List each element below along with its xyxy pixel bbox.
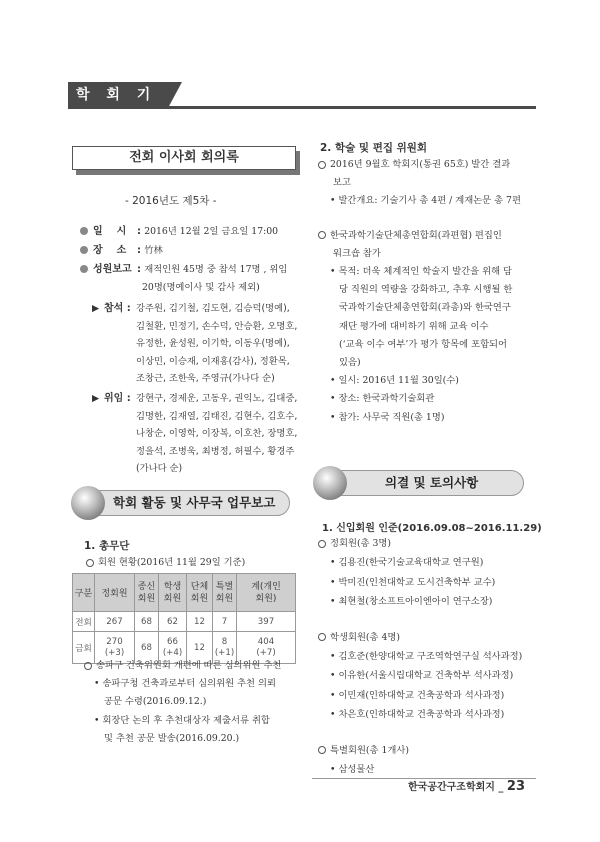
member-status-line: 회원 현황(2016년 11월 29일 기준) [86,554,245,568]
member-stats-table: 구분 정회원 종신 회원 학생 회원 단체 회원 특별 회원 계(개인 회원) 전회 267 68 62 12 7 397 금회 270 (+3) 68 66 (+4) 12 8 (+1) 404 (+7) [72,573,296,664]
info-row-place: 장 소 : 竹林 [80,241,310,260]
list-item: • 발간개요: 기술기사 총 4편 / 계재논문 총 7편 [330,195,521,207]
meeting-title-box [72,146,296,170]
section-header [68,82,178,129]
list-item: • 차은호(인하대학교 건축공학과 석사과정) [330,709,505,721]
table-row: 금회 270 (+3) 68 66 (+4) 12 8 (+1) 404 (+7) [73,632,296,664]
table-row: 전회 267 68 62 12 7 397 [73,612,296,632]
hollow-circle-icon [318,161,326,169]
footer [408,778,525,794]
hollow-circle-icon [318,746,326,754]
list-item: • 장소: 한국과학기술회관 [330,393,435,405]
meeting-title: 전회 이사회 회의록 [129,150,239,165]
header-rule [68,106,536,109]
page-number: 23 [506,779,525,794]
list-item: • 목적: 더욱 체계적인 학술지 발간을 위해 담 [330,266,512,278]
list-item: • 이민재(인하대학교 건축공학과 석사과정) [330,689,505,701]
list-item: • 김호준(한양대학교 구조역학연구실 석사과정) [330,651,523,663]
hollow-circle-icon [86,559,94,567]
info-row-date: 일 시 : 2016년 12월 2일 금요일 17:00 [80,222,310,241]
new-members: 정회원(총 3명) • 김용진(한국기술교육대학교 연구원) • 박미진(인천대학교 도시건축학부 교수) • 최현철(창소프트아이엔아이 연구소장) 학생회원(총 4명) • 김호준(한양대학교 구조역학연구실 석사과정) • 이유한(서울시립대학교 건축학부 석사과정) • 이민재(인하대학교 건축공학과 석사과정) • 차은호(인하대학교 건축공학과 석사과정) 특별회원(총 1개사) • 삼성물산 [318,534,548,779]
academic-committee-title: 2. 학술 및 편집 위원회 [320,142,428,154]
list-item: • 박미진(인천대학교 도시건축학부 교수) [330,576,496,588]
sphere-icon [313,466,347,500]
hollow-circle-icon [318,633,326,641]
academic-section: 2016년 9월호 학회지(통권 65호) 발간 결과 보고 • 발간개요: 기술기사 총 4편 / 계재논문 총 7편 한국과학기술단체총연합회(과편협) 편집인 워크숍 참가 • 목적: 더욱 체계적인 학술지 발간을 위해 담 당 직원의 역량을 강화하고, 추후 시행될 한 국과학기술단체총연합회(과총)와 한국연구 재단 평가에 대비하기 위해 교육 이수 (‘교육 이수 여부’가 평가 항목에 포함되어 있음) • 일시: 2016년 11월 30일(수) • 장소: 한국과학기술회관 • 참가: 사무국 직원(총 1명) [318,156,538,427]
session-label: - 2016년도 제5차 - [125,195,217,207]
circle-bullet-icon [80,265,88,273]
general-affairs-title: 1. 총무단 [84,540,130,552]
list-item: • 최현철(창소프트아이엔아이 연구소장) [330,596,493,608]
meeting-info: 일 시 : 2016년 12월 2일 금요일 17:00 장 소 : 竹林 성원보고 : 재적인원 45명 중 참석 17명 , 위임 20명(명예이사 및 감사 제외) [80,222,310,298]
list-item: • 이유한(서울시립대학교 건축학부 석사과정) [330,670,514,682]
resolution-heading: 의결 및 토의사항 [316,470,524,496]
list-item: • 일시: 2016년 11월 30일(수) [330,375,459,387]
hollow-circle-icon [84,662,92,670]
activity-report-heading: 학회 활동 및 사무국 업무보고 [74,490,290,516]
hollow-circle-icon [318,231,326,239]
triangle-bullet-icon: ▶ [92,392,100,404]
sphere-icon [71,486,105,520]
circle-bullet-icon [80,246,88,254]
hollow-circle-icon [318,540,326,548]
attendees: ▶ 참석 : 강주원, 김기철, 김도현, 김승덕(명예), 김철환, 민정기, 손수덕, 안승환, 오명호, 유정한, 윤성원, 이기학, 이동우(명예), 이상민, 이승재, 이재홍(감사), 정환목, 조창근, 조한욱, 주영규(가나다 순) ▶ 위임 : 강현구, 경제운, 고동우, 권익노, 김대중, 김명한, 김재열, 김태진, 김현수, 김호수, 나창순, 이영학, 이장복, 이호찬, 장명호, 정을석, 조병욱, 최병정, 허필수, 황경주 (가나다 순) [92,300,302,478]
section-header-title: 학 회 기 사 [68,82,168,108]
list-item: • 삼성물산 [330,764,375,776]
triangle-bullet-icon: ▶ [92,303,100,314]
new-member-title: 1. 신입회원 인준(2016.09.08~2016.11.29) [322,523,542,534]
list-item: • 참가: 사무국 직원(총 1명) [330,411,445,423]
footer-journal: 한국공간구조학회지 _ [408,782,504,793]
list-item: • 회장단 논의 후 추천대상자 제출서류 취합 [94,714,270,726]
songpa-section: 송파구 건축위원회 개편에 따른 심의위원 추천 • 송파구청 건축과로부터 심의위원 추천 의뢰 공문 수령(2016.09.12.) • 회장단 논의 후 추천대상자 제출서류 취합 및 추천 공문 발송(2016.09.20.) [84,657,304,748]
list-item: • 송파구청 건축과로부터 심의위원 추천 의뢰 [94,678,276,690]
list-item: • 김용진(한국기술교육대학교 연구원) [330,557,484,569]
proxies: ▶ 위임 : 강현구, 경제운, 고동우, 권익노, 김대중, 김명한, 김재열, 김태진, 김현수, 김호수, 나창순, 이영학, 이장복, 이호찬, 장명호, 정을석, 조병욱, 최병정, 허필수, 황경주 (가나다 순) [92,390,302,478]
circle-bullet-icon [80,227,88,235]
info-row-quorum: 성원보고 : 재적인원 45명 중 참석 17명 , 위임 [80,260,310,279]
